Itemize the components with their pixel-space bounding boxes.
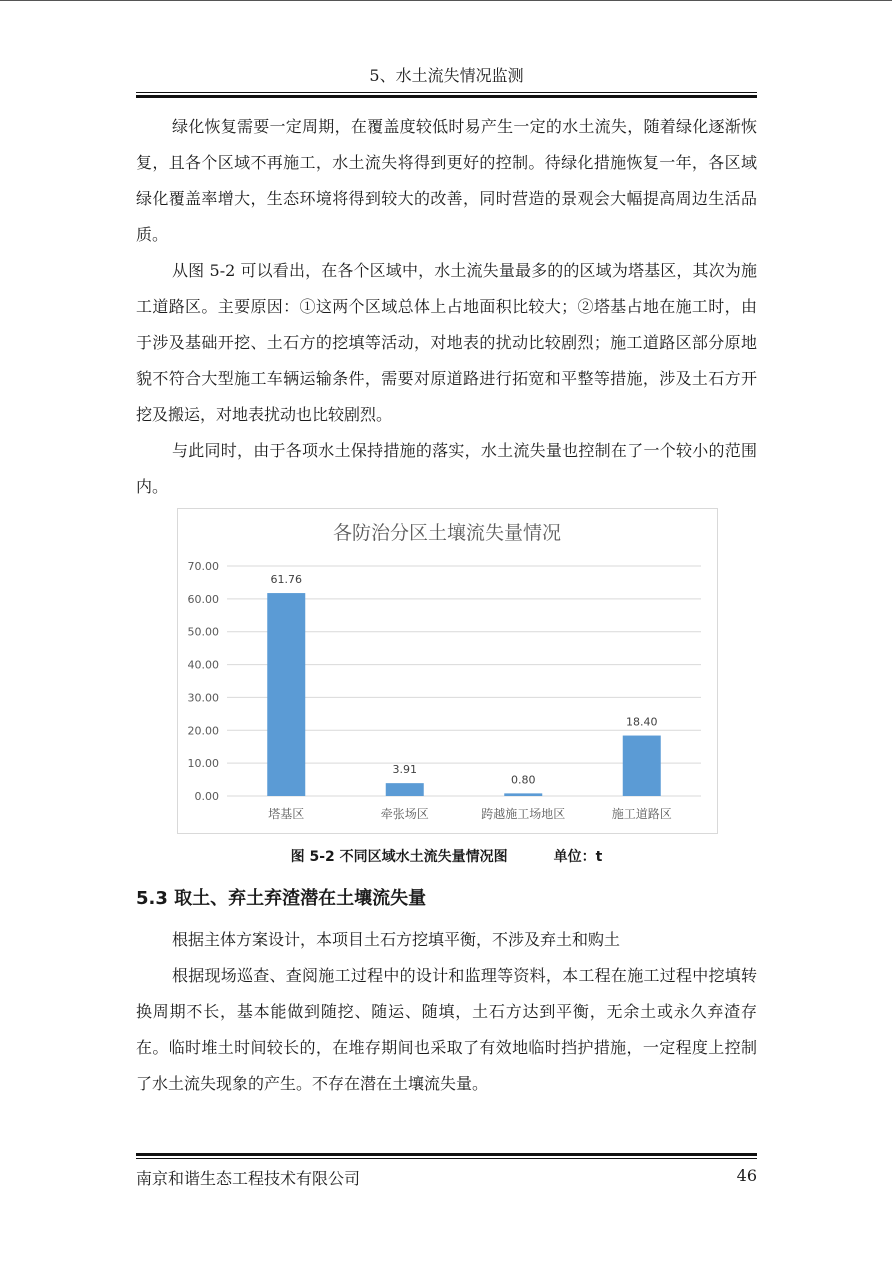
y-tick-label: 20.00 bbox=[187, 724, 219, 738]
x-category-label: 牵张场区 bbox=[380, 807, 429, 821]
bar-chart bbox=[177, 508, 718, 834]
y-tick-label: 40.00 bbox=[187, 658, 219, 672]
x-category-label: 施工道路区 bbox=[611, 807, 672, 821]
y-tick-label: 70.00 bbox=[187, 560, 219, 573]
data-label: 61.76 bbox=[270, 573, 302, 587]
y-tick-label: 60.00 bbox=[187, 592, 219, 606]
figure-caption bbox=[136, 846, 757, 866]
bar bbox=[504, 793, 542, 796]
header-rule-thick bbox=[136, 95, 757, 98]
page-number: 46 bbox=[736, 1166, 757, 1185]
data-label: 3.91 bbox=[392, 763, 417, 777]
bar bbox=[267, 593, 305, 796]
y-tick-label: 0.00 bbox=[194, 790, 219, 803]
footer-rule-thick bbox=[136, 1153, 757, 1156]
bar bbox=[623, 736, 661, 796]
data-label: 0.80 bbox=[511, 773, 536, 787]
footer-company: 南京和谐生态工程技术有限公司 bbox=[136, 1169, 361, 1188]
header-rule-thin bbox=[136, 92, 757, 93]
x-category-label: 塔基区 bbox=[268, 807, 305, 821]
y-tick-label: 10.00 bbox=[187, 757, 219, 771]
figure-caption-text: 图 5-2 不同区域水土流失量情况图 bbox=[290, 849, 508, 865]
bar bbox=[386, 783, 424, 796]
paragraph-figure-analysis: 从图 5-2 可以看出，在各个区域中，水土流失量最多的的区域为塔基区，其次为施工道路区。主要原因：①这两个区域总体上占地面积比较大；②塔基占地在施工时，由于涉及基础开挖、土石方的挖填等活动，对地表的扰动比较剧烈；施工道路区部分原地貌不符合大型施工车辆运输条件，需要对原道路进行拓宽和平整等措施，涉及土石方开挖及搬运，对地表扰动也比较剧烈。 bbox=[136, 261, 757, 424]
page-top-border bbox=[0, 0, 892, 1]
running-header: 5、水土流失情况监测 bbox=[369, 66, 524, 85]
data-label: 18.40 bbox=[626, 715, 658, 729]
footer-rule-thin bbox=[136, 1158, 757, 1159]
section-heading: 5.3 取土、弃土弃渣潜在土壤流失量 bbox=[136, 888, 427, 909]
paragraph-site-inspection: 根据现场巡查、查阅施工过程中的设计和监理等资料，本工程在施工过程中挖填转换周期不长，基本能做到随挖、随运、随填，土石方达到平衡，无余土或永久弃渣存在。临时堆土时间较长的，在堆存期间也采取了有效地临时挡护措施，一定程度上控制了水土流失现象的产生。不存在潜在土壤流失量。 bbox=[136, 966, 757, 1093]
figure-unit: 单位：t bbox=[553, 849, 603, 865]
paragraph-greening-recovery: 绿化恢复需要一定周期，在覆盖度较低时易产生一定的水土流失，随着绿化逐渐恢复，且各个区域不再施工，水土流失将得到更好的控制。待绿化措施恢复一年，各区域绿化覆盖率增大，生态环境将得到较大的改善，同时营造的景观会大幅提高周边生活品质。 bbox=[136, 117, 757, 244]
x-category-label: 跨越施工场地区 bbox=[481, 807, 566, 821]
chart-title: 各防治分区土壤流失量情况 bbox=[332, 522, 562, 544]
y-tick-label: 30.00 bbox=[187, 691, 219, 705]
paragraph-earthwork-balance: 根据主体方案设计，本项目土石方挖填平衡，不涉及弃土和购土 bbox=[172, 930, 621, 949]
y-tick-label: 50.00 bbox=[187, 625, 219, 639]
bar-chart-canvas bbox=[178, 509, 717, 833]
paragraph-control-measures: 与此同时，由于各项水土保持措施的落实，水土流失量也控制在了一个较小的范围内。 bbox=[136, 441, 757, 496]
